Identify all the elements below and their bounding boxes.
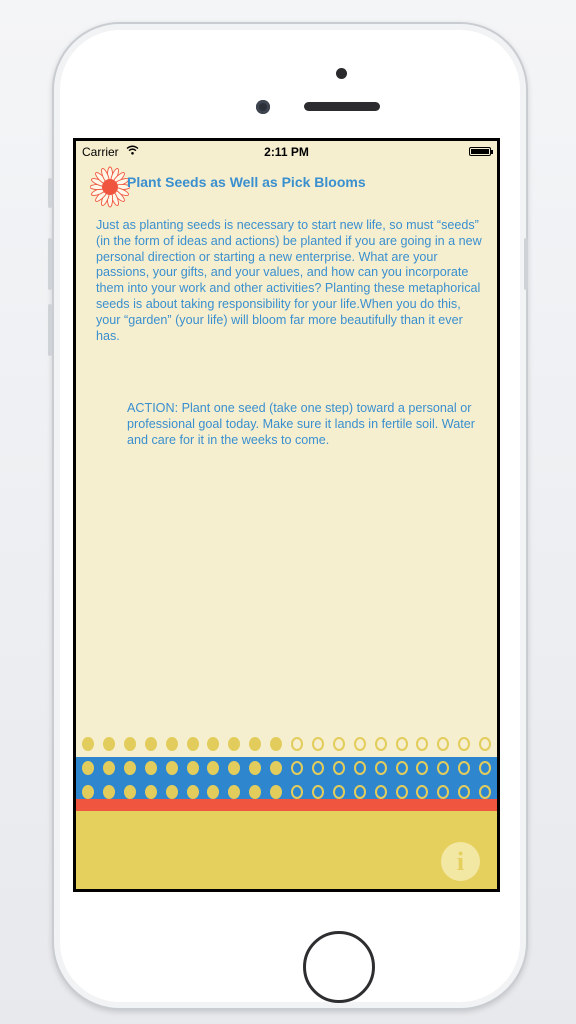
page-title: Plant Seeds as Well as Pick Blooms (127, 174, 366, 190)
progress-dot-filled (228, 761, 240, 775)
progress-dot-empty (333, 761, 345, 775)
progress-dot-filled (166, 785, 178, 799)
progress-dot-empty (416, 737, 428, 751)
progress-dot-empty (291, 761, 303, 775)
clock-time: 2:11 PM (264, 145, 309, 159)
progress-dot-filled (82, 761, 94, 775)
progress-dot-empty (354, 785, 366, 799)
progress-dot-filled (124, 761, 136, 775)
progress-dot-row (82, 785, 497, 799)
progress-dot-filled (166, 761, 178, 775)
progress-dot-filled (145, 785, 157, 799)
progress-dot-empty (354, 737, 366, 751)
progress-dot-row (82, 737, 497, 751)
progress-dot-filled (187, 785, 199, 799)
progress-dot-empty (437, 785, 449, 799)
progress-dot-empty (396, 761, 408, 775)
progress-dot-filled (228, 737, 240, 751)
progress-dot-empty (416, 785, 428, 799)
progress-dot-filled (187, 737, 199, 751)
progress-dot-filled (270, 737, 282, 751)
volume-down-button (48, 304, 52, 356)
progress-dot-empty (479, 737, 491, 751)
progress-dot-filled (207, 785, 219, 799)
footer-band-red (76, 799, 497, 811)
earpiece-speaker (304, 102, 380, 111)
progress-dot-empty (291, 737, 303, 751)
progress-dot-empty (479, 761, 491, 775)
progress-dot-empty (375, 785, 387, 799)
progress-dot-empty (333, 737, 345, 751)
progress-dot-filled (166, 737, 178, 751)
footer-band-yellow (76, 811, 497, 889)
progress-dot-filled (103, 761, 115, 775)
progress-dot-filled (207, 737, 219, 751)
progress-dot-filled (187, 761, 199, 775)
progress-dot-filled (270, 785, 282, 799)
progress-dot-row (82, 761, 497, 775)
carrier-label: Carrier (82, 145, 119, 159)
progress-dot-empty (333, 785, 345, 799)
progress-dot-filled (103, 737, 115, 751)
progress-dot-filled (249, 761, 261, 775)
progress-dot-empty (312, 761, 324, 775)
proximity-sensor (336, 68, 347, 79)
progress-dot-empty (458, 737, 470, 751)
progress-dot-filled (145, 761, 157, 775)
progress-dot-filled (82, 737, 94, 751)
progress-dot-empty (396, 737, 408, 751)
status-bar (76, 141, 497, 163)
front-camera (256, 100, 270, 114)
power-button (524, 238, 528, 290)
progress-dot-empty (458, 761, 470, 775)
action-paragraph: ACTION: Plant one seed (take one step) toward a personal or professional goal today. Make sure it lands in fertile soil. Water and care for it in the weeks to come. (127, 401, 475, 447)
progress-dot-filled (270, 761, 282, 775)
progress-dot-filled (228, 785, 240, 799)
progress-dot-filled (249, 737, 261, 751)
progress-dot-empty (291, 785, 303, 799)
progress-dot-empty (416, 761, 428, 775)
volume-up-button (48, 238, 52, 290)
progress-dot-empty (312, 785, 324, 799)
progress-dot-empty (437, 761, 449, 775)
progress-dot-empty (375, 737, 387, 751)
info-icon[interactable]: i (441, 842, 480, 881)
progress-dot-empty (312, 737, 324, 751)
battery-icon (469, 147, 491, 156)
home-button[interactable] (303, 931, 375, 1003)
progress-dot-empty (458, 785, 470, 799)
progress-dot-empty (437, 737, 449, 751)
progress-dot-empty (396, 785, 408, 799)
progress-dot-filled (103, 785, 115, 799)
progress-dot-filled (82, 785, 94, 799)
progress-dot-filled (145, 737, 157, 751)
flower-icon (90, 165, 130, 209)
progress-dot-filled (124, 737, 136, 751)
body-paragraph: Just as planting seeds is necessary to start new life, so must “seeds” (in the form of ideas and actions) be planted if you are going in a new personal direction or starting a new enterprise. What are your passions, your gifts, and your values, and how can you incorporate them into your work and other activities? Planting these metaphorical seeds is about taking responsibility for your life.When you do this, your “garden” (your life) will bloom far more beautifully than it ever has. (96, 218, 482, 343)
footer-decoration (76, 729, 497, 889)
progress-dot-empty (354, 761, 366, 775)
progress-dot-empty (479, 785, 491, 799)
app-screen (73, 138, 500, 892)
mute-switch (48, 178, 52, 208)
progress-dot-filled (124, 785, 136, 799)
progress-dot-empty (375, 761, 387, 775)
progress-dot-filled (249, 785, 261, 799)
progress-dot-filled (207, 761, 219, 775)
